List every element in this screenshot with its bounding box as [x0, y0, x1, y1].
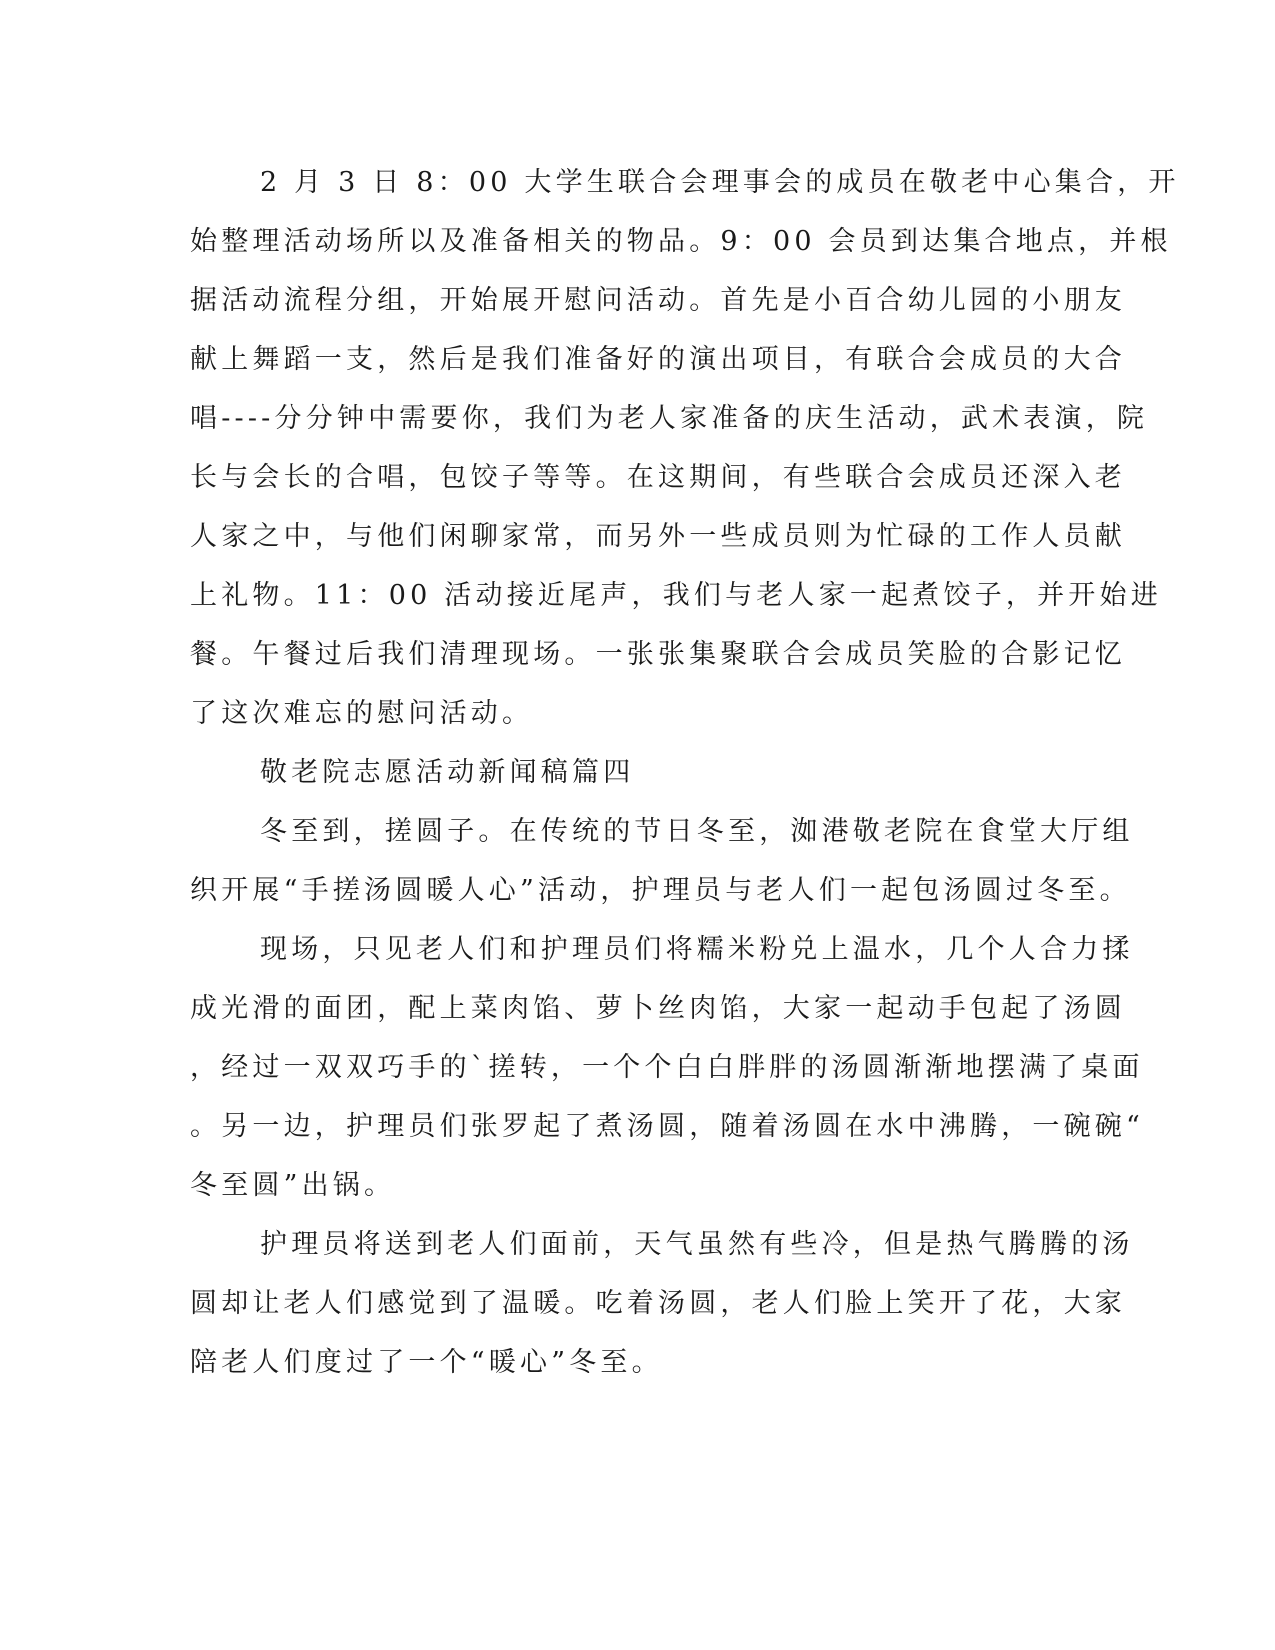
- paragraph-1-line-10: 了这次难忘的慰问活动。: [190, 698, 534, 729]
- paragraph-2-line-1: 冬至到，搓圆子。在传统的节日冬至，洳港敬老院在食堂大厅组: [260, 816, 1134, 847]
- paragraph-1-line-3: 据活动流程分组，开始展开慰问活动。首先是小百合幼儿园的小朋友: [190, 285, 1126, 316]
- section-heading: 敬老院志愿活动新闻稿篇四: [260, 757, 635, 788]
- paragraph-1-line-7: 人家之中，与他们闲聊家常，而另外一些成员则为忙碌的工作人员献: [190, 521, 1126, 552]
- paragraph-1-line-1: 2 月 3 日 8：00 大学生联合会理事会的成员在敬老中心集合，开: [260, 167, 1180, 198]
- paragraph-4-line-3: 陪老人们度过了一个“暖心”冬至。: [190, 1347, 663, 1378]
- paragraph-4-line-2: 圆却让老人们感觉到了温暖。吃着汤圆，老人们脸上笑开了花，大家: [190, 1288, 1126, 1319]
- paragraph-3-line-2: 成光滑的面团，配上菜肉馅、萝卜丝肉馅，大家一起动手包起了汤圆: [190, 993, 1126, 1024]
- paragraph-1-line-5: 唱----分分钟中需要你，我们为老人家准备的庆生活动，武术表演，院: [190, 403, 1149, 434]
- paragraph-3-line-4: 。另一边，护理员们张罗起了煮汤圆，随着汤圆在水中沸腾，一碗碗“: [190, 1111, 1145, 1142]
- paragraph-2-line-2: 织开展“手搓汤圆暖人心”活动，护理员与老人们一起包汤圆过冬至。: [190, 875, 1131, 906]
- paragraph-1-line-9: 餐。午餐过后我们清理现场。一张张集聚联合会成员笑脸的合影记忆: [190, 639, 1126, 670]
- paragraph-4-line-1: 护理员将送到老人们面前，天气虽然有些冷，但是热气腾腾的汤: [260, 1229, 1134, 1260]
- paragraph-1-line-4: 献上舞蹈一支，然后是我们准备好的演出项目，有联合会成员的大合: [190, 344, 1126, 375]
- paragraph-1-line-8: 上礼物。11：00 活动接近尾声，我们与老人家一起煮饺子，并开始进: [190, 580, 1162, 611]
- paragraph-3-line-3: ，经过一双双巧手的`搓转，一个个白白胖胖的汤圆渐渐地摆满了桌面: [190, 1052, 1144, 1083]
- paragraph-3-line-1: 现场，只见老人们和护理员们将糯米粉兑上温水，几个人合力揉: [260, 934, 1134, 965]
- paragraph-1-line-6: 长与会长的合唱，包饺子等等。在这期间，有些联合会成员还深入老: [190, 462, 1126, 493]
- paragraph-1-line-2: 始整理活动场所以及准备相关的物品。9：00 会员到达集合地点，并根: [190, 226, 1172, 257]
- paragraph-3-line-5: 冬至圆”出锅。: [190, 1170, 396, 1201]
